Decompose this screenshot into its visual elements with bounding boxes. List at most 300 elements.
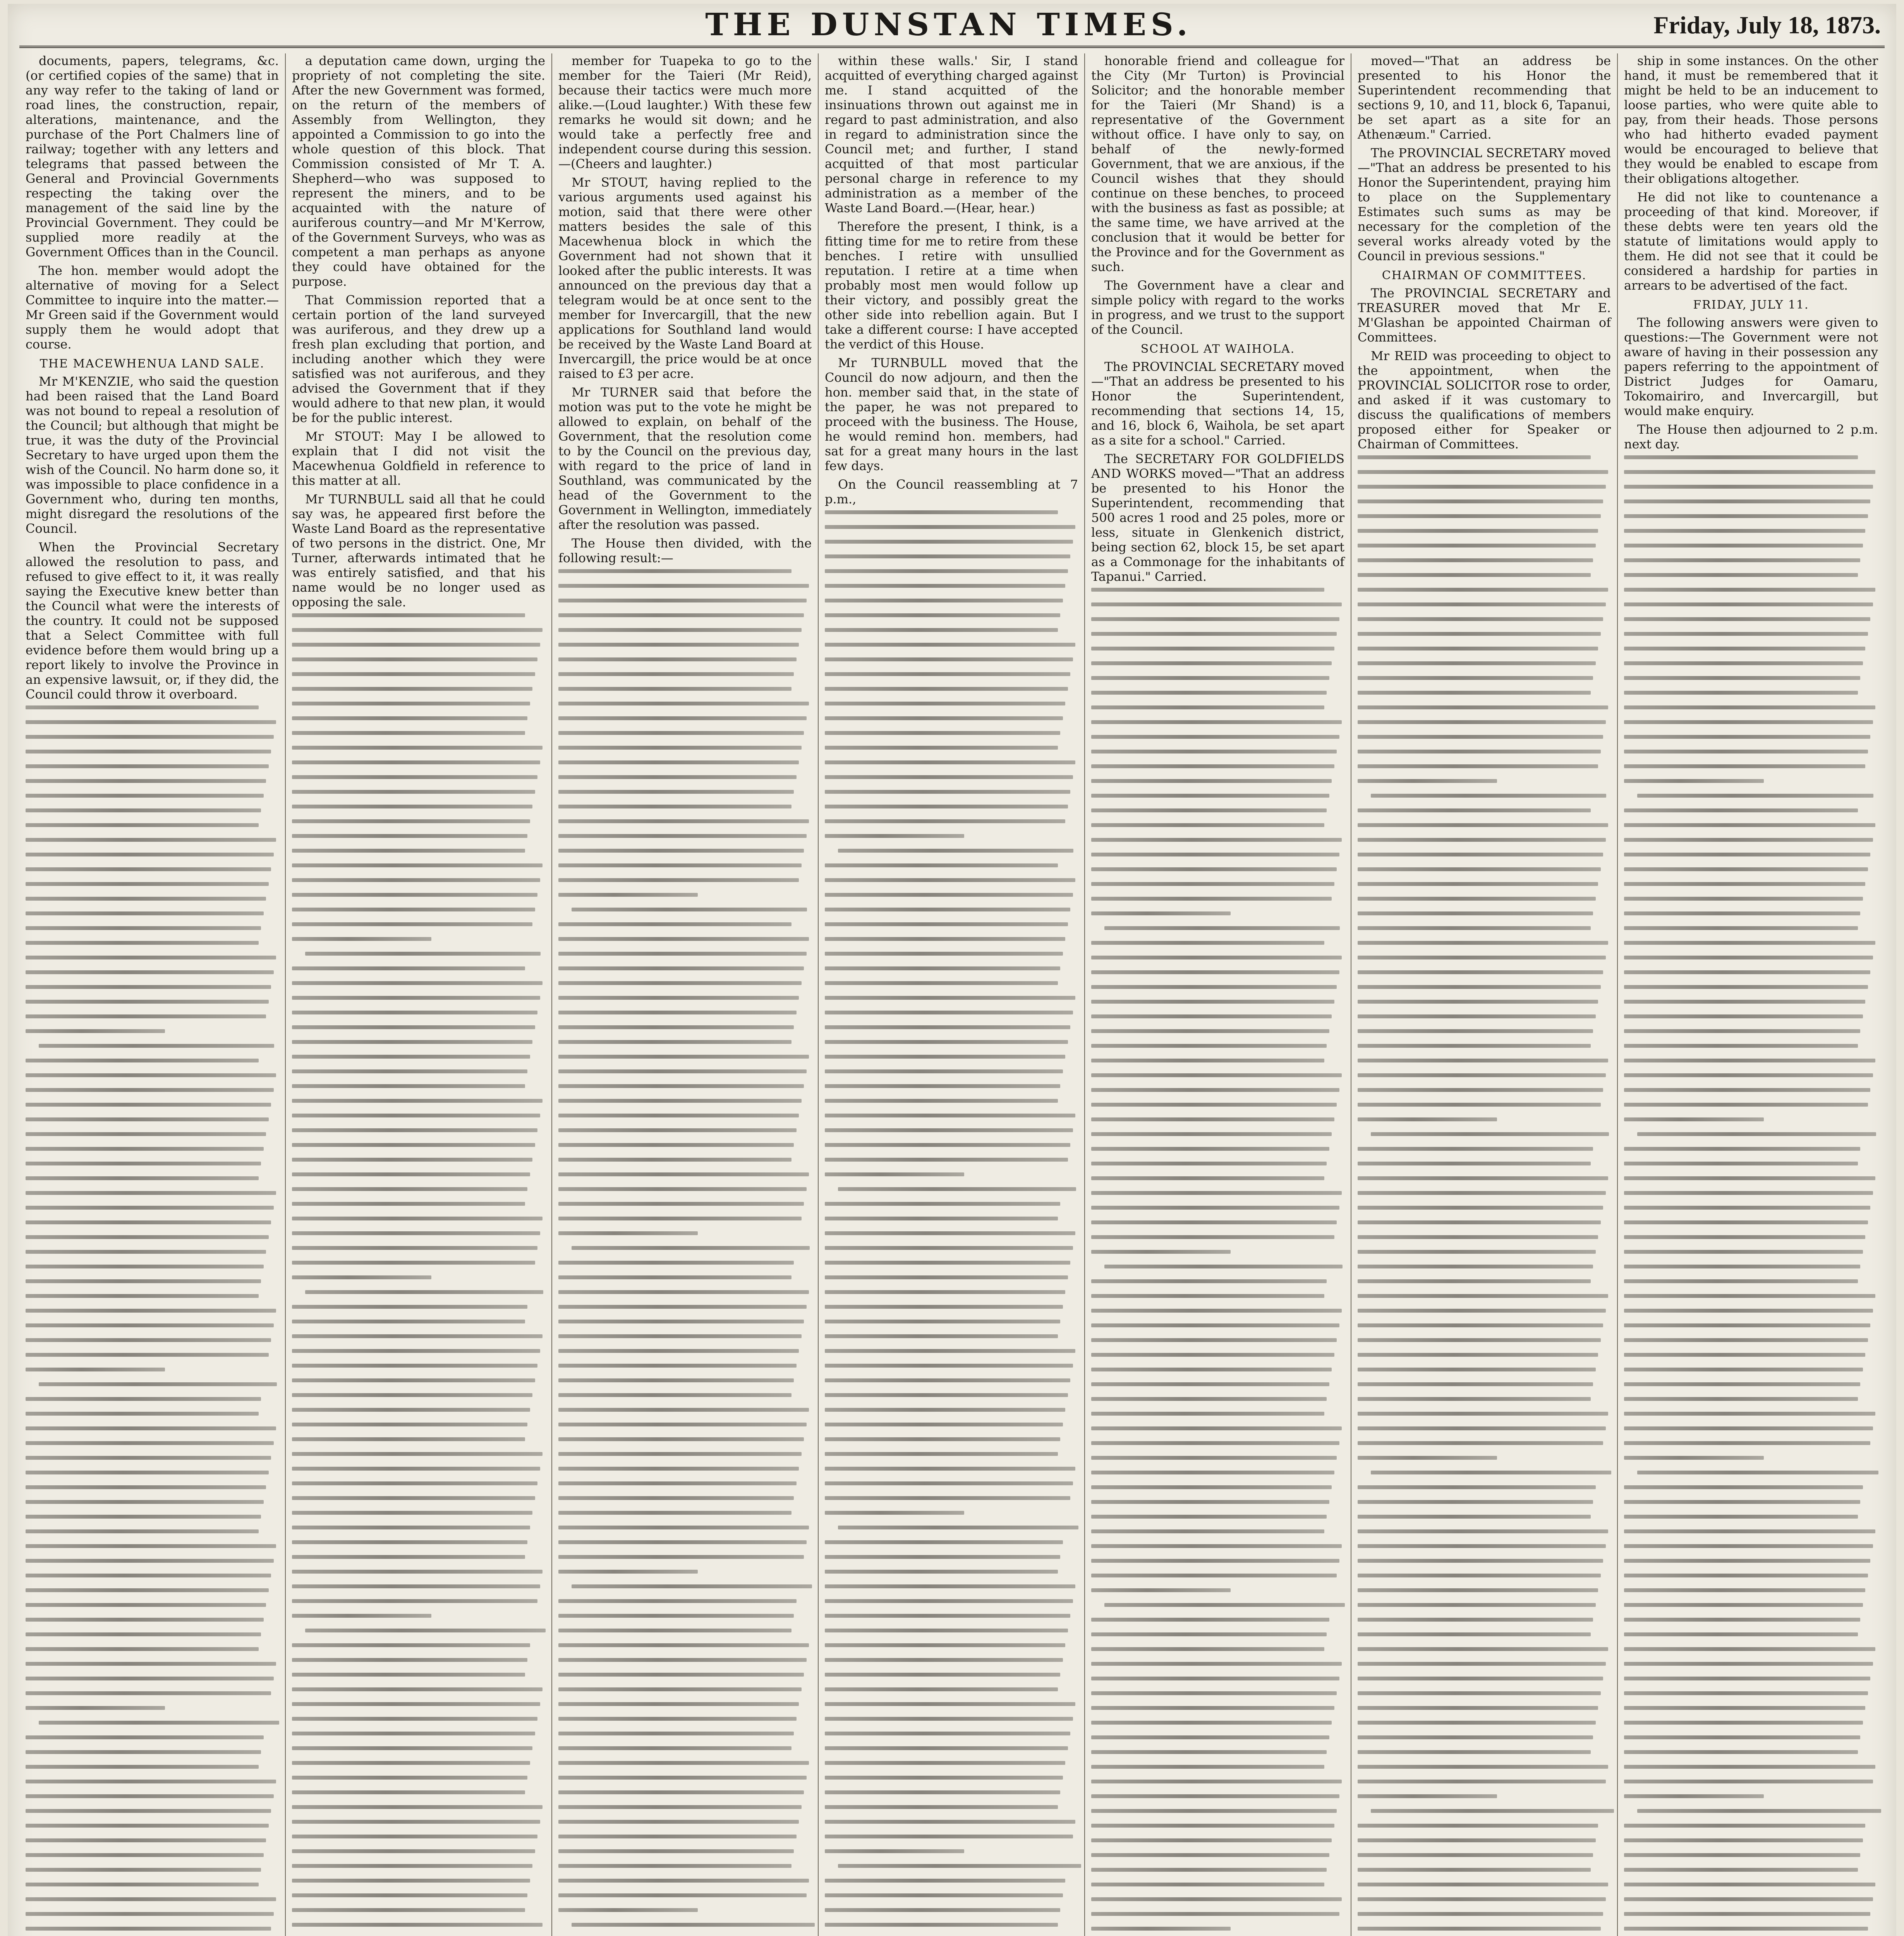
- text-line: [558, 966, 804, 970]
- text-line: [1358, 529, 1598, 533]
- text-line: [1358, 1441, 1603, 1445]
- text-lines: [558, 569, 812, 1936]
- text-line: [26, 1544, 276, 1548]
- text-line: [26, 1912, 274, 1916]
- column-paragraph: moved—"That an address be presented to his Honor the Superintendent recommending that sections 9, 10, and 11, block 6, Tapanui, be set apart as a site for an Athenæum." Carried.: [1358, 53, 1611, 142]
- text-line: [1358, 735, 1603, 739]
- text-line: [558, 1526, 809, 1529]
- text-line: [825, 1908, 1060, 1912]
- text-line: [825, 1246, 1073, 1250]
- text-line: [825, 643, 1075, 647]
- text-line: [1091, 1838, 1332, 1842]
- text-line: [1358, 1206, 1603, 1210]
- text-line: [825, 1025, 1070, 1029]
- text-line: [558, 569, 791, 573]
- text-line: [305, 952, 541, 956]
- text-line: [1624, 1044, 1858, 1048]
- text-line: [1358, 514, 1601, 518]
- text-line: [292, 834, 527, 838]
- text-line: [558, 760, 799, 764]
- text-line: [1091, 1515, 1327, 1519]
- text-line: [825, 908, 1070, 911]
- text-line: [558, 1746, 791, 1750]
- text-line: [558, 1084, 804, 1088]
- text-line: [1091, 941, 1324, 945]
- text-lines: [1624, 455, 1878, 1936]
- text-line: [825, 1202, 1060, 1206]
- text-line: [825, 1128, 1073, 1132]
- text-line: [558, 937, 809, 941]
- text-line: [1358, 1338, 1601, 1342]
- text-line: [825, 1099, 1058, 1103]
- text-line: [825, 1702, 1075, 1706]
- text-line: [825, 1393, 1068, 1397]
- text-line: [26, 1029, 165, 1033]
- text-line: [1358, 1073, 1606, 1077]
- text-line: [1624, 1691, 1868, 1695]
- text-line: [292, 1246, 537, 1250]
- column-paragraph: The hon. member would adopt the alternative of moving for a Select Committee to inquire into the matter.—Mr Green said if the Government would supply them he would adopt that course.: [26, 263, 279, 352]
- text-line: [292, 672, 535, 676]
- column-paragraph: ship in some instances. On the other hand, it must be remembered that it might be held to be an inducement to loose parties, who were quite able to pay, from their heads. Those persons who had hitherto evaded payment would be encouraged to believe that they would be enabled to escape from their obligations altogether.: [1624, 53, 1878, 186]
- text-line: [1624, 1780, 1873, 1783]
- text-line: [26, 1794, 274, 1798]
- text-line: [26, 1279, 261, 1283]
- text-line: [558, 1908, 698, 1912]
- text-line: [1624, 691, 1858, 695]
- text-line: [1624, 1426, 1873, 1430]
- text-line: [558, 1349, 799, 1353]
- column-paragraph: He did not like to countenance a proceeding of that kind. Moreover, if these debts were ten years old the statute of limitations would apply to them. He did not see that it could be considered a hardship for parties in arrears to be advertised of the fact.: [1624, 190, 1878, 293]
- text-line: [1358, 1426, 1606, 1430]
- text-line: [825, 1011, 1073, 1014]
- text-line: [558, 1805, 802, 1809]
- text-line: [825, 1614, 1070, 1618]
- column-2: [286, 53, 552, 1936]
- text-line: [1358, 1088, 1603, 1092]
- text-line: [558, 1893, 807, 1897]
- text-line: [26, 1927, 271, 1931]
- text-line: [292, 613, 525, 617]
- text-line: [1358, 1235, 1598, 1239]
- text-line: [1091, 588, 1324, 592]
- text-line: [292, 1423, 527, 1426]
- text-line: [558, 731, 804, 735]
- text-line: [558, 805, 791, 808]
- text-line: [1624, 735, 1870, 739]
- text-line: [292, 1584, 540, 1588]
- text-line: [1358, 1515, 1591, 1519]
- text-line: [1091, 1471, 1334, 1474]
- text-line: [292, 643, 540, 647]
- text-line: [825, 966, 1060, 970]
- text-line: [825, 775, 1073, 779]
- text-line: [292, 922, 532, 926]
- column-paragraph: Mr REID was proceeding to object to the appointment, when the PROVINCIAL SOLICITOR rose to order, and asked if it was customary to discuss the qualifications of members proposed either for Speaker or Chairman of Committees.: [1358, 348, 1611, 451]
- text-line: [1091, 1176, 1324, 1180]
- text-line: [558, 1408, 809, 1412]
- text-line: [1624, 1191, 1873, 1195]
- text-line: [1624, 956, 1873, 959]
- text-line: [1091, 1014, 1332, 1018]
- text-line: [26, 1162, 261, 1165]
- text-line: [558, 1172, 809, 1176]
- text-line: [26, 985, 271, 989]
- text-line: [558, 878, 799, 882]
- text-line: [1624, 1618, 1860, 1622]
- text-line: [292, 1437, 525, 1441]
- text-line: [558, 1820, 799, 1824]
- text-line: [1358, 853, 1603, 856]
- text-line: [838, 849, 1073, 853]
- text-line: [1624, 1765, 1875, 1769]
- text-line: [558, 1158, 791, 1162]
- text-line: [558, 1320, 804, 1323]
- text-line: [825, 1658, 1063, 1662]
- text-line: [1091, 1250, 1231, 1254]
- text-line: [825, 1408, 1065, 1412]
- text-line: [1624, 1677, 1870, 1680]
- text-line: [292, 981, 543, 985]
- text-line: [1091, 823, 1324, 827]
- text-line: [1091, 970, 1339, 974]
- text-line: [825, 1746, 1068, 1750]
- text-line: [1624, 1632, 1858, 1636]
- text-line: [1624, 1868, 1858, 1872]
- text-line: [1091, 1103, 1337, 1107]
- text-line: [1091, 1206, 1339, 1210]
- text-line: [1091, 617, 1339, 621]
- text-line: [825, 554, 1070, 558]
- text-line: [292, 1511, 532, 1515]
- column-paragraph: When the Provincial Secretary allowed the resolution to pass, and refused to give effect to it, it was really saying the Executive knew better than the Council what were the interests of the country. It could not be supposed that a Select Committee with full evidence before them would bring up a report likely to involve the Province in an expensive lawsuit, or, if they did, the Council could throw it overboard.: [26, 540, 279, 702]
- text-line: [825, 599, 1063, 602]
- text-line: [1624, 911, 1860, 915]
- text-line: [1624, 926, 1858, 930]
- text-line: [558, 716, 807, 720]
- text-line: [1624, 499, 1870, 503]
- text-line: [1624, 1912, 1870, 1916]
- text-line: [1091, 1132, 1332, 1136]
- text-line: [39, 1044, 274, 1048]
- text-line: [825, 525, 1075, 529]
- text-line: [292, 805, 532, 808]
- text-line: [292, 1687, 543, 1691]
- column-paragraph: Mr STOUT, having replied to the various arguments used against his motion, said that there were other matters besides the sale of this Macewhenua block in which the Government had not shown that it looked after the public interests. It was announced on the previous day that a telegram would be at once sent to the member for Invercargill, that the new applications for Southland land would be received by the Waste Land Board at Invercargill, the price would be at once raised to £3 per acre.: [558, 175, 812, 381]
- text-line: [1091, 779, 1332, 783]
- text-line: [558, 1393, 791, 1397]
- column-paragraph: a deputation came down, urging the propriety of not completing the site. After the new Government was formed, on the return of the members of Assembly from Wellington, they appointed a Commission to go into the whole question of this block. That Commission consisted of Mr T. A. Shepherd—who was supposed to represent the miners, and to be acquainted with the nature of auriferous country—and Mr M'Kerrow, of the Government Surveys, who was as competent a man perhaps as anyone they could have obtained for the purpose.: [292, 53, 545, 289]
- text-line: [1637, 1809, 1881, 1813]
- text-line: [825, 1540, 1063, 1544]
- text-line: [292, 1172, 530, 1176]
- text-line: [558, 1879, 809, 1883]
- text-line: [292, 1364, 537, 1368]
- text-line: [572, 1923, 815, 1927]
- text-line: [26, 1897, 276, 1901]
- text-line: [558, 996, 799, 1000]
- text-line: [1091, 1883, 1324, 1886]
- text-line: [1624, 1559, 1870, 1563]
- text-line: [825, 1143, 1070, 1147]
- text-line: [292, 1790, 525, 1794]
- text-line: [1358, 1397, 1591, 1401]
- text-line: [1624, 1323, 1870, 1327]
- text-line: [1091, 1117, 1334, 1121]
- text-line: [558, 672, 794, 676]
- text-line: [292, 1114, 540, 1117]
- text-line: [26, 1368, 165, 1371]
- column-paragraph: The House then divided, with the following result:—: [558, 536, 812, 565]
- text-line: [1624, 1382, 1860, 1386]
- text-line: [292, 1908, 525, 1912]
- text-line: [1624, 1544, 1873, 1548]
- text-line: [825, 790, 1070, 794]
- text-line: [558, 1643, 809, 1647]
- text-line: [1358, 1677, 1603, 1680]
- text-line: [292, 1732, 535, 1735]
- text-line: [26, 794, 264, 798]
- text-line: [292, 1614, 431, 1618]
- text-line: [558, 702, 809, 705]
- text-line: [1624, 1368, 1863, 1371]
- text-line: [825, 1055, 1065, 1059]
- text-line: [292, 1128, 537, 1132]
- text-line: [39, 1721, 279, 1725]
- text-line: [26, 1515, 261, 1519]
- text-line: [1358, 1309, 1606, 1313]
- text-line: [825, 510, 1058, 514]
- text-line: [1624, 1117, 1764, 1121]
- text-line: [292, 893, 537, 897]
- text-line: [1091, 1574, 1337, 1577]
- text-line: [1358, 1456, 1497, 1460]
- column-paragraph: Therefore the present, I think, is a fitting time for me to retire from these benches. I retire with unsullied reputation. I retire at a time when probably most men would follow up their victory, and possibly great the other side into rebellion again. But I take a different course: I have accepted the verdict of this House.: [825, 219, 1078, 352]
- text-line: [292, 1452, 543, 1456]
- text-line: [558, 1614, 794, 1618]
- text-line: [1091, 1147, 1329, 1151]
- text-line: [838, 1864, 1081, 1868]
- text-line: [292, 908, 535, 911]
- text-line: [292, 1275, 431, 1279]
- text-line: [292, 849, 525, 853]
- text-line: [26, 1883, 259, 1886]
- text-line: [558, 1555, 804, 1559]
- column-paragraph: Mr TURNER said that before the motion was put to the vote he might be allowed to explain, on behalf of the Government, that the resolution come to by the Council on the previous day, with regard to the price of land in Southland, was communicated by the head of the Government to the Government in Wellington, immediately after the resolution was passed.: [558, 385, 812, 532]
- text-line: [1091, 1485, 1332, 1489]
- text-line: [825, 922, 1068, 926]
- text-line: [1358, 764, 1598, 768]
- text-line: [26, 1412, 259, 1416]
- text-line: [825, 1732, 1070, 1735]
- text-line: [1358, 1176, 1608, 1180]
- text-line: [1358, 808, 1591, 812]
- text-lines: [825, 510, 1078, 1936]
- text-line: [26, 853, 274, 856]
- text-line: [558, 687, 791, 691]
- text-line: [825, 1334, 1058, 1338]
- text-line: [1624, 1838, 1863, 1842]
- text-line: [558, 1790, 804, 1794]
- column-3: [552, 53, 819, 1936]
- text-line: [26, 1706, 165, 1710]
- text-line: [825, 819, 1065, 823]
- text-line: [1358, 1794, 1497, 1798]
- text-line: [825, 1437, 1060, 1441]
- text-line: [825, 1805, 1058, 1809]
- text-line: [1624, 1338, 1868, 1342]
- text-line: [1358, 1765, 1608, 1769]
- text-line: [558, 613, 804, 617]
- text-line: [1624, 779, 1764, 783]
- text-line: [1091, 897, 1332, 901]
- text-line: [1624, 588, 1875, 592]
- text-line: [1091, 1073, 1342, 1077]
- text-line: [26, 705, 259, 709]
- text-line: [825, 1158, 1068, 1162]
- text-line: [825, 1820, 1075, 1824]
- text-line: [26, 1426, 276, 1430]
- text-line: [1358, 558, 1593, 562]
- text-line: [825, 834, 964, 838]
- text-line: [1091, 1588, 1231, 1592]
- column-paragraph: honorable friend and colleague for the City (Mr Turton) is Provincial Solicitor; and the honorable member for the Taieri (Mr Shand) is a representative of the Government without office. I have only to say, on behalf of the newly-formed Government, that we are anxious, if the Council wishes that they should continue on these benches, to proceed with the business as fast as possible; at the same time, we have arrived at the conclusion that it would be better for the Province and for the Government as such.: [1091, 53, 1344, 274]
- text-line: [558, 643, 799, 647]
- text-line: [26, 911, 264, 915]
- text-line: [1624, 1883, 1875, 1886]
- text-line: [292, 966, 525, 970]
- section-heading: SCHOOL AT WAIHOLA.: [1140, 342, 1295, 356]
- text-line: [1091, 867, 1337, 871]
- text-line: [292, 1570, 543, 1574]
- text-line: [26, 1220, 271, 1224]
- text-line: [558, 1334, 802, 1338]
- text-line: [1637, 794, 1873, 798]
- text-line: [825, 731, 1060, 735]
- text-line: [26, 1250, 266, 1254]
- text-line: [39, 1382, 277, 1386]
- text-line: [1358, 911, 1593, 915]
- text-line: [1091, 1632, 1327, 1636]
- text-line: [1624, 1485, 1863, 1489]
- text-line: [1624, 897, 1863, 901]
- text-line: [1358, 1147, 1593, 1151]
- text-line: [1624, 544, 1863, 548]
- text-line: [292, 1143, 535, 1147]
- text-line: [558, 1217, 802, 1220]
- text-line: [26, 1206, 274, 1210]
- text-line: [1358, 1883, 1608, 1886]
- text-line: [26, 1809, 271, 1813]
- text-line: [825, 952, 1063, 956]
- text-line: [1091, 1677, 1339, 1680]
- text-line: [1624, 1441, 1870, 1445]
- text-line: [1091, 1235, 1334, 1239]
- text-line: [26, 764, 269, 768]
- text-line: [292, 790, 535, 794]
- column-paragraph: The SECRETARY FOR GOLDFIELDS AND WORKS moved—"That an address be presented to his Honor the Superintendent, recommending that 500 acres 1 rood and 25 poles, more or less, situate in Glenkenich district, being section 62, block 15, be set apart as a Commonage for the inhabitants of Tapanui." Carried.: [1091, 451, 1344, 584]
- text-line: [558, 1849, 794, 1853]
- text-line: [26, 1000, 269, 1004]
- text-line: [1091, 1426, 1342, 1430]
- text-line: [1358, 1897, 1606, 1901]
- text-line: [825, 1275, 1068, 1279]
- text-line: [292, 1658, 527, 1662]
- text-line: [26, 1147, 264, 1151]
- text-line: [825, 996, 1075, 1000]
- text-line: [26, 1824, 269, 1828]
- text-line: [1624, 750, 1868, 753]
- text-line: [1358, 1912, 1603, 1916]
- text-line: [1091, 1382, 1329, 1386]
- text-line: [558, 1496, 794, 1500]
- text-line: [292, 760, 540, 764]
- text-line: [825, 1673, 1060, 1677]
- text-line: [1358, 970, 1603, 974]
- text-line: [1358, 1265, 1593, 1268]
- text-line: [1091, 1765, 1324, 1769]
- text-line: [292, 1746, 532, 1750]
- text-line: [558, 1011, 797, 1014]
- text-line: [825, 628, 1058, 632]
- text-line: [26, 1838, 266, 1842]
- text-line: [1091, 1691, 1337, 1695]
- text-line: [825, 1349, 1075, 1353]
- text-line: [292, 1540, 527, 1544]
- text-line: [1358, 485, 1606, 489]
- text-line: [292, 1393, 532, 1397]
- column-paragraph: Mr STOUT: May I be allowed to explain that I did not visit the Macewhenua Goldfield in reference to this matter at all.: [292, 429, 545, 488]
- text-line: [1091, 1441, 1339, 1445]
- text-line: [558, 1187, 807, 1191]
- text-line: [26, 1691, 271, 1695]
- text-line: [26, 1500, 264, 1504]
- text-line: [1624, 1397, 1858, 1401]
- text-line: [1624, 1014, 1863, 1018]
- text-line: [825, 1364, 1073, 1368]
- text-line: [825, 1320, 1060, 1323]
- text-line: [1358, 1250, 1596, 1254]
- text-line: [26, 1662, 276, 1666]
- text-line: [1091, 1559, 1339, 1563]
- text-line: [1091, 1529, 1324, 1533]
- text-line: [1624, 970, 1870, 974]
- text-line: [1091, 1868, 1327, 1872]
- text-line: [292, 628, 543, 632]
- text-line: [1358, 676, 1593, 680]
- text-line: [1358, 632, 1601, 636]
- text-line: [1358, 1382, 1593, 1386]
- text-line: [1624, 985, 1868, 989]
- text-line: [558, 1437, 804, 1441]
- text-line: [1624, 1515, 1858, 1519]
- text-line: [1624, 1574, 1868, 1577]
- text-line: [1091, 1029, 1329, 1033]
- text-line: [1358, 867, 1601, 871]
- section-heading: CHAIRMAN OF COMMITTEES.: [1382, 269, 1587, 282]
- text-line: [1624, 1000, 1865, 1004]
- text-line: [1091, 1088, 1339, 1092]
- text-line: [558, 1143, 794, 1147]
- text-line: [1624, 1220, 1868, 1224]
- masthead: [8, 4, 1896, 46]
- text-line: [1358, 1279, 1591, 1283]
- text-line: [292, 1158, 532, 1162]
- text-line: [26, 1780, 276, 1783]
- text-line: [825, 540, 1073, 544]
- text-line: [26, 1176, 259, 1180]
- text-line: [825, 1923, 1058, 1927]
